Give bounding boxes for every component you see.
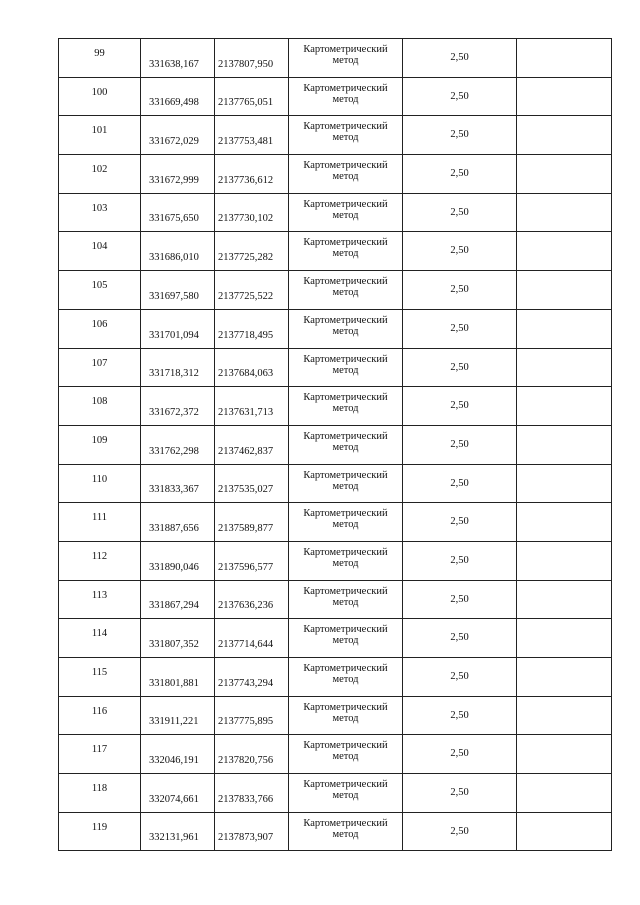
description-cell [517, 309, 612, 348]
y-coordinate: 2137807,950 [218, 58, 274, 70]
point-number: 105 [91, 280, 108, 292]
x-coordinate: 331807,352 [149, 639, 199, 650]
accuracy-cell [403, 696, 517, 735]
table-row [59, 387, 612, 426]
description-cell [517, 735, 612, 774]
x-coordinate: 331675,650 [149, 213, 199, 225]
method-label [289, 547, 402, 569]
accuracy-cell [403, 812, 517, 851]
accuracy-cell [403, 774, 517, 813]
x-coordinate-cell [141, 658, 215, 697]
x-coordinate-cell [141, 387, 215, 426]
point-number-cell [59, 658, 141, 697]
method-cell [289, 387, 403, 426]
point-number-cell [59, 696, 141, 735]
method-cell [289, 812, 403, 851]
y-coordinate: 2137730,102 [218, 213, 274, 225]
method-label-line2: метод [332, 751, 359, 763]
accuracy-value: 2,50 [450, 825, 469, 837]
x-coordinate-cell [141, 155, 215, 194]
method-label-line2: метод [332, 557, 359, 569]
method-label-line2: метод [332, 132, 359, 144]
point-number-cell [59, 812, 141, 851]
accuracy-value: 2,50 [450, 787, 469, 799]
method-cell [289, 271, 403, 310]
table-row [59, 348, 612, 387]
table-row [59, 116, 612, 155]
x-coordinate: 331697,580 [149, 290, 199, 302]
y-coordinate-cell [215, 271, 289, 310]
method-label [289, 702, 402, 724]
method-label-line1: Картометрический [303, 624, 388, 636]
x-coordinate-cell [141, 774, 215, 813]
method-label-line1: Картометрический [303, 198, 388, 210]
accuracy-cell [403, 425, 517, 464]
point-number-cell [59, 541, 141, 580]
table-row [59, 774, 612, 813]
y-coordinate-cell [215, 309, 289, 348]
method-label-line2: метод [332, 712, 359, 724]
x-coordinate: 331672,372 [149, 406, 199, 418]
x-coordinate-cell [141, 735, 215, 774]
y-coordinate: 2137714,644 [218, 639, 274, 650]
point-number-cell [59, 39, 141, 78]
method-label [289, 315, 402, 337]
method-label-line1: Картометрический [303, 701, 388, 713]
method-label [289, 508, 402, 530]
y-coordinate: 2137820,756 [218, 755, 274, 767]
point-number-cell [59, 503, 141, 542]
method-label-line1: Картометрический [303, 276, 388, 288]
x-coordinate-cell [141, 193, 215, 232]
accuracy-value: 2,50 [450, 245, 469, 257]
y-coordinate-cell [215, 541, 289, 580]
point-number: 103 [91, 202, 108, 214]
method-label-line2: метод [332, 790, 359, 802]
method-label-line2: метод [332, 596, 359, 608]
y-coordinate-cell [215, 116, 289, 155]
accuracy-value: 2,50 [450, 168, 469, 180]
method-label-line2: метод [332, 480, 359, 492]
method-label [289, 354, 402, 376]
method-label-line1: Картометрический [303, 392, 388, 404]
x-coordinate-cell [141, 309, 215, 348]
description-cell [517, 580, 612, 619]
method-label [289, 392, 402, 414]
method-label [289, 431, 402, 453]
x-coordinate: 332074,661 [149, 793, 199, 805]
y-coordinate: 2137833,766 [218, 793, 274, 805]
accuracy-value: 2,50 [450, 322, 469, 334]
x-coordinate: 331833,367 [149, 484, 199, 496]
method-cell [289, 155, 403, 194]
x-coordinate: 331867,294 [149, 600, 199, 612]
accuracy-value: 2,50 [450, 400, 469, 412]
y-coordinate: 2137736,612 [218, 174, 274, 186]
method-label [289, 663, 402, 685]
table-row [59, 541, 612, 580]
accuracy-cell [403, 580, 517, 619]
point-number-cell [59, 309, 141, 348]
method-label [289, 44, 402, 66]
method-label [289, 276, 402, 298]
y-coordinate-cell [215, 696, 289, 735]
accuracy-value: 2,50 [450, 90, 469, 102]
accuracy-value: 2,50 [450, 52, 469, 63]
y-coordinate: 2137631,713 [218, 406, 274, 418]
method-label-line2: метод [332, 364, 359, 376]
description-cell [517, 541, 612, 580]
description-cell [517, 696, 612, 735]
method-label-line2: метод [332, 209, 359, 221]
accuracy-cell [403, 541, 517, 580]
y-coordinate-cell [215, 812, 289, 851]
accuracy-cell [403, 348, 517, 387]
y-coordinate: 2137775,895 [218, 716, 274, 728]
y-coordinate: 2137765,051 [218, 97, 274, 109]
description-cell [517, 619, 612, 658]
method-label [289, 779, 402, 801]
accuracy-cell [403, 658, 517, 697]
point-number: 99 [94, 48, 105, 59]
y-coordinate-cell [215, 774, 289, 813]
point-number: 112 [91, 550, 108, 562]
method-label-line2: метод [332, 287, 359, 299]
description-cell [517, 271, 612, 310]
y-coordinate: 2137753,481 [218, 136, 274, 148]
table-row [59, 77, 612, 116]
point-number: 109 [91, 434, 108, 446]
point-number-cell [59, 77, 141, 116]
y-coordinate: 2137596,577 [218, 561, 274, 573]
y-coordinate-cell [215, 619, 289, 658]
accuracy-cell [403, 735, 517, 774]
method-label-line1: Картометрический [303, 469, 388, 481]
point-number-cell [59, 193, 141, 232]
point-number: 101 [91, 125, 108, 137]
method-cell [289, 735, 403, 774]
point-number: 106 [91, 318, 108, 330]
method-label-line1: Картометрический [303, 314, 388, 326]
method-label [289, 160, 402, 182]
method-label-line1: Картометрический [303, 44, 388, 55]
y-coordinate: 2137743,294 [218, 677, 274, 689]
y-coordinate-cell [215, 232, 289, 271]
accuracy-cell [403, 387, 517, 426]
point-number: 113 [91, 589, 108, 601]
x-coordinate-cell [141, 425, 215, 464]
method-label [289, 624, 402, 646]
method-label [289, 237, 402, 259]
x-coordinate-cell [141, 464, 215, 503]
method-label-line2: метод [332, 325, 359, 337]
method-label-line2: метод [332, 674, 359, 685]
accuracy-cell [403, 232, 517, 271]
table-row [59, 812, 612, 851]
x-coordinate-cell [141, 541, 215, 580]
method-label-line2: метод [332, 635, 359, 647]
x-coordinate: 331669,498 [149, 97, 199, 109]
x-coordinate: 332131,961 [149, 832, 199, 844]
accuracy-value: 2,50 [450, 516, 469, 528]
method-label [289, 121, 402, 143]
point-number: 115 [91, 667, 108, 678]
method-label-line2: метод [332, 171, 359, 183]
point-number: 102 [91, 164, 108, 176]
table-row [59, 271, 612, 310]
method-cell [289, 774, 403, 813]
method-cell [289, 348, 403, 387]
table-row [59, 39, 612, 78]
accuracy-value: 2,50 [450, 632, 469, 644]
x-coordinate-cell [141, 619, 215, 658]
point-number: 116 [91, 705, 108, 717]
method-label [289, 818, 402, 840]
y-coordinate: 2137589,877 [218, 522, 274, 534]
method-label-line2: метод [332, 519, 359, 531]
accuracy-value: 2,50 [450, 438, 469, 450]
accuracy-cell [403, 503, 517, 542]
y-coordinate-cell [215, 39, 289, 78]
point-number-cell [59, 774, 141, 813]
x-coordinate-cell [141, 116, 215, 155]
point-number-cell [59, 116, 141, 155]
x-coordinate: 331672,999 [149, 174, 199, 186]
table-row [59, 232, 612, 271]
method-label-line1: Картометрический [303, 430, 388, 442]
accuracy-value: 2,50 [450, 709, 469, 721]
x-coordinate: 331672,029 [149, 136, 199, 148]
table-row [59, 464, 612, 503]
x-coordinate-cell [141, 812, 215, 851]
y-coordinate-cell [215, 658, 289, 697]
description-cell [517, 464, 612, 503]
method-label-line2: метод [332, 441, 359, 453]
point-number: 111 [92, 512, 107, 524]
description-cell [517, 774, 612, 813]
method-cell [289, 619, 403, 658]
y-coordinate: 2137725,282 [218, 252, 274, 264]
method-cell [289, 193, 403, 232]
method-label-line2: метод [332, 828, 359, 840]
x-coordinate: 332046,191 [149, 755, 199, 767]
point-number: 114 [91, 628, 108, 640]
method-cell [289, 39, 403, 78]
coordinates-table [58, 38, 612, 851]
accuracy-value: 2,50 [450, 284, 469, 296]
accuracy-value: 2,50 [450, 477, 469, 489]
accuracy-value: 2,50 [450, 129, 469, 141]
point-number: 108 [91, 396, 108, 408]
x-coordinate: 331801,881 [149, 677, 199, 689]
method-cell [289, 580, 403, 619]
method-label-line1: Картометрический [303, 353, 388, 365]
y-coordinate: 2137725,522 [218, 290, 274, 302]
point-number: 104 [91, 241, 108, 253]
point-number: 117 [91, 744, 108, 756]
method-cell [289, 658, 403, 697]
y-coordinate: 2137636,236 [218, 600, 274, 612]
coordinates-table-body [59, 39, 612, 851]
accuracy-value: 2,50 [450, 748, 469, 760]
y-coordinate-cell [215, 77, 289, 116]
description-cell [517, 812, 612, 851]
method-cell [289, 425, 403, 464]
table-row [59, 735, 612, 774]
method-label-line1: Картометрический [303, 82, 388, 94]
point-number: 110 [91, 473, 108, 485]
point-number-cell [59, 155, 141, 194]
method-label-line2: метод [332, 403, 359, 415]
y-coordinate-cell [215, 580, 289, 619]
y-coordinate-cell [215, 464, 289, 503]
y-coordinate-cell [215, 425, 289, 464]
x-coordinate: 331911,221 [149, 716, 199, 728]
accuracy-value: 2,50 [450, 671, 469, 682]
method-label [289, 586, 402, 608]
method-label-line2: метод [332, 93, 359, 105]
method-label [289, 83, 402, 105]
accuracy-cell [403, 309, 517, 348]
y-coordinate-cell [215, 193, 289, 232]
method-cell [289, 77, 403, 116]
accuracy-value: 2,50 [450, 593, 469, 605]
table-row [59, 619, 612, 658]
point-number-cell [59, 619, 141, 658]
y-coordinate-cell [215, 503, 289, 542]
y-coordinate-cell [215, 155, 289, 194]
y-coordinate: 2137535,027 [218, 484, 274, 496]
y-coordinate-cell [215, 348, 289, 387]
description-cell [517, 39, 612, 78]
description-cell [517, 658, 612, 697]
point-number-cell [59, 348, 141, 387]
accuracy-value: 2,50 [450, 206, 469, 218]
accuracy-value: 2,50 [450, 554, 469, 566]
point-number-cell [59, 580, 141, 619]
description-cell [517, 348, 612, 387]
y-coordinate: 2137462,837 [218, 445, 274, 457]
x-coordinate: 331762,298 [149, 445, 199, 457]
accuracy-cell [403, 193, 517, 232]
method-label [289, 199, 402, 221]
y-coordinate-cell [215, 387, 289, 426]
table-row [59, 193, 612, 232]
y-coordinate: 2137718,495 [218, 329, 274, 341]
point-number-cell [59, 232, 141, 271]
method-cell [289, 696, 403, 735]
point-number-cell [59, 425, 141, 464]
x-coordinate: 331638,167 [149, 58, 199, 70]
accuracy-cell [403, 155, 517, 194]
table-row [59, 309, 612, 348]
method-label-line1: Картометрический [303, 237, 388, 249]
method-label [289, 740, 402, 762]
method-label-line1: Картометрический [303, 740, 388, 752]
table-row [59, 580, 612, 619]
point-number-cell [59, 464, 141, 503]
x-coordinate: 331887,656 [149, 522, 199, 534]
method-label-line1: Картометрический [303, 817, 388, 829]
method-label-line1: Картометрический [303, 663, 388, 674]
point-number-cell [59, 387, 141, 426]
method-cell [289, 541, 403, 580]
x-coordinate-cell [141, 348, 215, 387]
method-label-line1: Картометрический [303, 160, 388, 172]
table-row [59, 155, 612, 194]
x-coordinate: 331890,046 [149, 561, 199, 573]
method-label-line1: Картометрический [303, 508, 388, 520]
point-number-cell [59, 271, 141, 310]
method-cell [289, 232, 403, 271]
method-label-line1: Картометрический [303, 546, 388, 558]
y-coordinate: 2137684,063 [218, 368, 274, 380]
y-coordinate-cell [215, 735, 289, 774]
method-cell [289, 116, 403, 155]
x-coordinate-cell [141, 696, 215, 735]
y-coordinate: 2137873,907 [218, 832, 274, 844]
description-cell [517, 77, 612, 116]
method-cell [289, 309, 403, 348]
method-label [289, 470, 402, 492]
x-coordinate-cell [141, 232, 215, 271]
x-coordinate-cell [141, 580, 215, 619]
table-row [59, 696, 612, 735]
method-label-line1: Картометрический [303, 585, 388, 597]
accuracy-cell [403, 39, 517, 78]
point-number: 119 [91, 821, 108, 833]
table-row [59, 425, 612, 464]
description-cell [517, 116, 612, 155]
accuracy-cell [403, 77, 517, 116]
point-number: 100 [91, 86, 108, 98]
accuracy-cell [403, 116, 517, 155]
table-row [59, 503, 612, 542]
description-cell [517, 193, 612, 232]
method-label-line2: метод [332, 248, 359, 260]
x-coordinate-cell [141, 39, 215, 78]
description-cell [517, 232, 612, 271]
point-number-cell [59, 735, 141, 774]
description-cell [517, 155, 612, 194]
x-coordinate: 331718,312 [149, 368, 199, 380]
table-row [59, 658, 612, 697]
x-coordinate-cell [141, 77, 215, 116]
description-cell [517, 425, 612, 464]
accuracy-value: 2,50 [450, 361, 469, 373]
x-coordinate-cell [141, 271, 215, 310]
point-number: 118 [91, 783, 108, 795]
x-coordinate: 331686,010 [149, 252, 199, 264]
x-coordinate: 331701,094 [149, 329, 199, 341]
method-label-line1: Картометрический [303, 779, 388, 791]
accuracy-cell [403, 271, 517, 310]
accuracy-cell [403, 464, 517, 503]
x-coordinate-cell [141, 503, 215, 542]
description-cell [517, 503, 612, 542]
method-label-line2: метод [332, 55, 359, 66]
method-label-line1: Картометрический [303, 121, 388, 133]
method-cell [289, 503, 403, 542]
accuracy-cell [403, 619, 517, 658]
method-cell [289, 464, 403, 503]
point-number: 107 [91, 357, 108, 369]
description-cell [517, 387, 612, 426]
